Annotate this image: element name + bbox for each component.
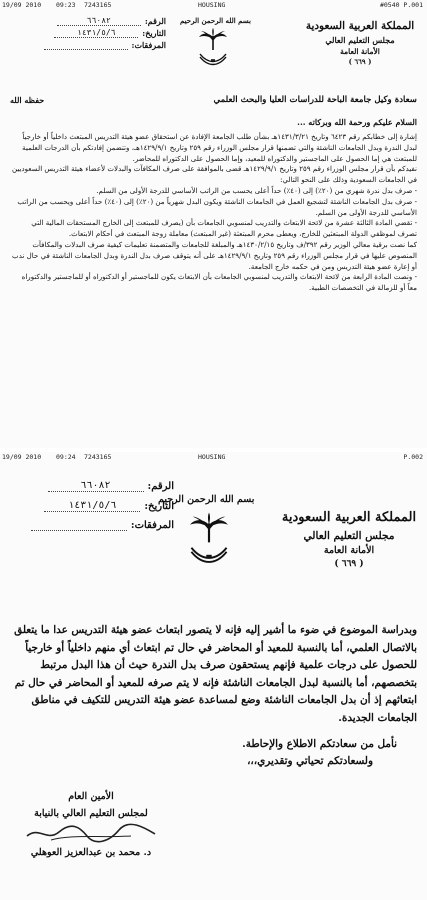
addressee-suffix: حفظه الله: [10, 95, 45, 105]
letterhead: [301, 18, 419, 67]
letterhead-council: مجلس التعليم العالي: [303, 530, 395, 542]
reference-date-row: [6, 28, 166, 38]
reference-block: [6, 480, 174, 533]
closing-line: نأمل من سعادتكم الاطلاع والإحاطة.: [242, 737, 397, 750]
body-paragraph: كما نصت برقية معالي الوزير رقم ٣٩٢/ف وتاريخ ١٤٣٠/٢/١٥هـ والمبلغة للجامعات والمتضمنة تعليمات كيفية صرف البدلات والمكافآت المنصوص عليها في قرار مجلس الوزراء رقم ٢٥٩ وتاريخ ١٤٢٩/٩/١هـ على أنه يتوقف صرف بدل الندرة وبدل الجامعات الناشئة في حال ندب أو إعارة عضو هيئة التدريس ومن في حكمه خارج الجامعة.: [12, 239, 417, 271]
letterhead-secretariat: الأمانة العامة: [323, 545, 375, 556]
reference-number-value: ٦٦٠٨٢: [57, 16, 141, 26]
fax-sender: HOUSING: [198, 1, 226, 9]
reference-attachments-row: [6, 520, 174, 531]
palm-swords-emblem-icon: [196, 28, 230, 70]
body-paragraph: نفيدكم بأن قرار مجلس الوزراء رقم ٢٥٩ وتاريخ ١٤٢٩/٩/١هـ قضى بالموافقة على صرف المكافآت والبدلات لأعضاء هيئة التدريس السعوديين في الجامعات السعودية وذلك على النحو التالي:: [11, 164, 417, 185]
body-paragraph: - صرف بدل ندرة شهري من (٢٠٪) إلى (٤٠٪) حداً أعلى يحسب من الراتب الأساسي للدرجة الأولى من السلم.: [96, 185, 417, 195]
body-paragraph: إشارة إلى خطابكم رقم ٦٤٢٣ وتاريخ ١٤٣١/٣/٢١هـ بشأن طلب الجامعة الإفادة عن استحقاق عضو هيئة التدريس المبتعث داخلياً أو خارجياً لبدل الندرة وبدل الجامعات الناشئة والتي تضمنها قرار مجلس الوزراء رقم ٢٥٩ وتاريخ ١٤٢٩/٩/١هـ، وتتضمن إفادتكم بأن الدرجات العلمية للمبتعث هي إما الحصول على الماجستير والدكتوراه للمعيد، وإما الحصول على الدكتوراه للمحاضر.: [22, 132, 417, 163]
fax-time: 09:23: [56, 1, 76, 9]
reference-date-label: التاريخ:: [144, 501, 174, 512]
reference-date-value: ١٤٣١/٥/٦: [54, 28, 138, 38]
reference-block: [6, 16, 166, 52]
body-paragraph: - تقضي المادة الثالثة عشرة من لائحة الابتعاث والتدريب لمنسوبي الجامعات بأن (يصرف للمبتعث إلى الخارج المستحقات المالية التي تصرف لموظفي الدولة المبتعثين للخارج، ويعطى محرم المبتعثة (غير المبتعث) معاملة زوجة المبتعث في أحكام الابتعاث.: [31, 218, 417, 239]
fax-number: 7243165: [84, 453, 112, 461]
letterhead-code: ( ٦٦٩ ): [348, 57, 372, 66]
greeting: السلام عليكم ورحمة الله وبركاته ...: [297, 117, 417, 127]
addressee: سعادة وكيل جامعة الباحة للدراسات العليا والبحث العلمي: [213, 95, 417, 105]
fax-date: 19/09 2010: [2, 453, 42, 461]
letterhead-secretariat: الأمانة العامة: [340, 47, 380, 56]
body-paragraph: وبدراسة الموضوع في ضوء ما أشير إليه فإنه لا يتصور ابتعاث عضو هيئة التدريس عدا ما يتعلق بالاتصال العلمي، أما بالنسبة للمعيد أو المحاضر في حال تم ابتعاث أي منهم داخلياً أو خارجياً للحصول على درجات علمية فإنهم يستحقون صرف بدل الندرة حيث أن هذا البدل مرتبط بتخصصهم، أما بالنسبة لبدل الجامعات الناشئة فإنه لا يتم صرفه للمعيد أو المحاضر في حال تم ابتعاثهم إذ أن بدل الجامعات الناشئة وضع لمساعدة عضو هيئة التدريس للتكيف في مناطق الجامعات الجديدة.: [14, 624, 417, 724]
fax-header: [0, 1, 427, 11]
letter-page-1: [0, 0, 427, 448]
reference-attachments-value: [44, 49, 128, 50]
letter-body-2: [10, 622, 417, 771]
reference-number-value: ٦٦٠٨٢: [48, 480, 144, 492]
letterhead-country: المملكة العربية السعودية: [281, 510, 417, 525]
fax-time: 09:24: [56, 453, 76, 461]
reference-attachments-label: المرفقات:: [131, 40, 166, 50]
reference-date-row: [6, 500, 174, 512]
body-paragraph: - ونصت المادة الرابعة من لائحة الابتعاث والتدريب لمنسوبي الجامعات بأن الابتعاث يكون للماجستير أو الدكتوراه أو للماجستير والدكتوراه معاً أو للزمالة في التخصصات الطبية.: [21, 272, 417, 293]
fax-number: 7243165: [84, 1, 112, 9]
signature-name: د. محمد بن عبدالعزيز العوهلي: [30, 847, 152, 858]
reference-number-label: الرقم:: [144, 16, 166, 26]
reference-date-label: التاريخ:: [142, 28, 166, 38]
reference-attachments-value: [31, 530, 127, 531]
letter-body-1: [10, 132, 417, 294]
signature-body: لمجلس التعليم العالي بالنيابة: [34, 808, 148, 819]
signature-block: [6, 788, 176, 861]
reference-attachments-row: [6, 40, 166, 50]
letterhead-country: المملكة العربية السعودية: [305, 20, 415, 32]
reference-attachments-label: المرفقات:: [130, 520, 174, 531]
fax-page: P.002: [403, 453, 423, 461]
regards-line: ولسعادتكم تحياتي وتقديري،،،: [247, 755, 373, 768]
letterhead: [279, 508, 419, 571]
basmala: بسم الله الرحمن الرحيم: [180, 16, 251, 25]
letterhead-council: مجلس التعليم العالي: [325, 35, 395, 45]
palm-swords-emblem-icon: [186, 512, 232, 570]
fax-header: [0, 453, 427, 463]
letter-page-2: [0, 452, 427, 900]
handwritten-signature-icon: [21, 822, 161, 844]
fax-sender: HOUSING: [198, 453, 226, 461]
fax-page: #0540 P.001: [379, 1, 423, 9]
fax-date: 19/09 2010: [2, 1, 42, 9]
letterhead-code: ( ٦٦٩ ): [334, 559, 364, 569]
reference-number-row: [6, 480, 174, 492]
signature-title: الأمين العام: [68, 791, 114, 802]
reference-number-label: الرقم:: [147, 481, 174, 492]
body-paragraph: - صرف بدل الجامعات الناشئة لتشجيع العمل في الجامعات الناشئة ويكون البدل شهرياً من (٢٠٪) إلى (٤٠٪) حداً أعلى ويحسب من الراتب الأساسي للدرجة الأولى من السلم.: [17, 196, 417, 217]
basmala: بسم الله الرحمن الرحيم: [158, 494, 255, 505]
reference-date-value: ١٤٣١/٥/٦: [44, 500, 140, 512]
reference-number-row: [6, 16, 166, 26]
